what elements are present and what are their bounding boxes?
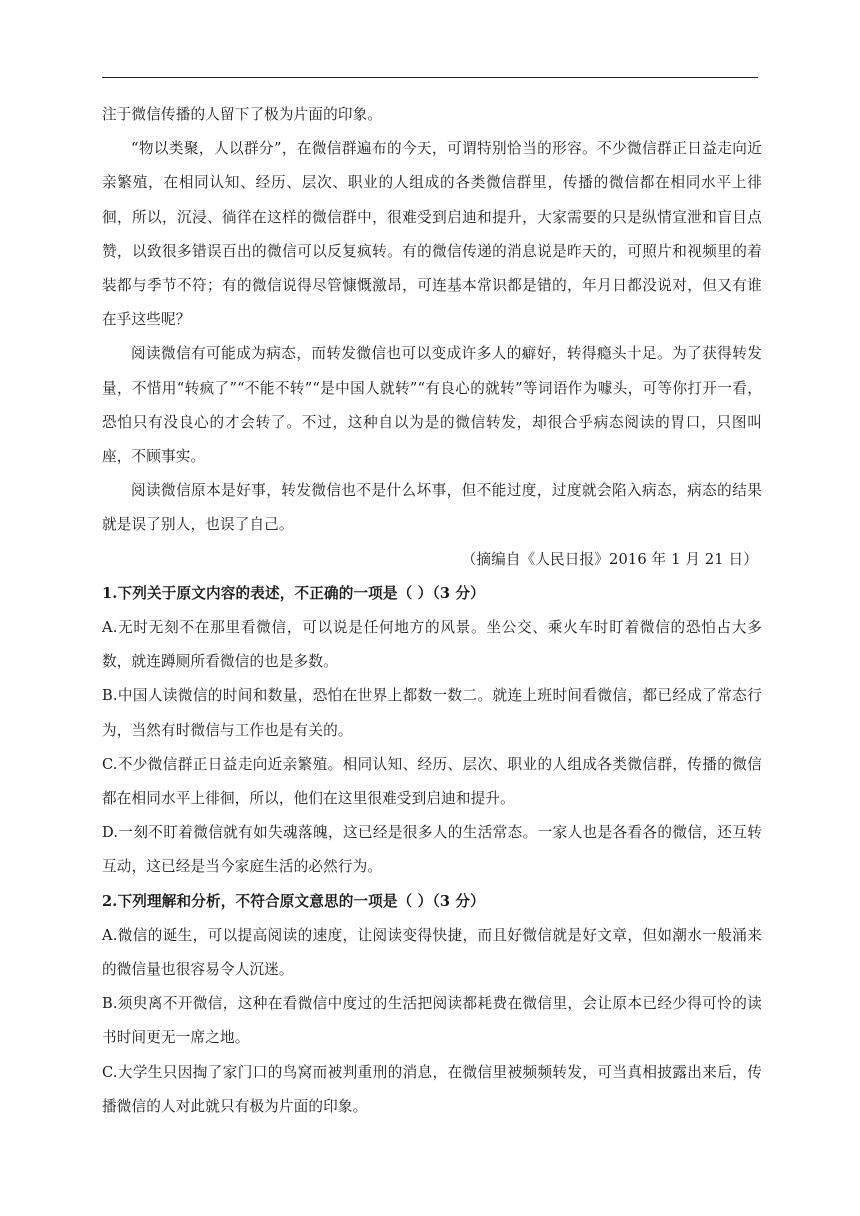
passage-source: （摘编自《人民日报》2016 年 1 月 21 日） [461, 550, 758, 568]
question-stem: 1.下列关于原文内容的表述，不正确的一项是（ ）（3 分） [102, 584, 485, 602]
answer-option: B.须臾离不开微信，这种在看微信中度过的生活把阅读都耗费在微信里，会让原本已经少得可怜的读书时间更无一席之地。 [102, 995, 762, 1047]
answer-option: B.中国人读微信的时间和数量，恐怕在世界上都数一数二。就连上班时间看微信，都已经成了常态行为，当然有时微信与工作也是有关的。 [102, 687, 762, 739]
passage-continuation: 注于微信传播的人留下了极为片面的印象。 [102, 106, 383, 123]
question-stem: 2.下列理解和分析，不符合原文意思的一项是（ ）（3 分） [102, 892, 485, 910]
answer-option: C.大学生只因掏了家门口的鸟窝而被判重刑的消息，在微信里被频频转发，可当真相披露出来后，传播微信的人对此就只有极为片面的印象。 [102, 1063, 762, 1115]
passage-paragraph: 阅读微信原本是好事，转发微信也不是什么坏事，但不能过度，过度就会陷入病态，病态的结果就是误了别人，也误了自己。 [102, 482, 762, 534]
answer-option: D.一刻不盯着微信就有如失魂落魄，这已经是很多人的生活常态。一家人也是各看各的微信，还互转互动，这已经是当今家庭生活的必然行为。 [102, 824, 762, 876]
answer-option: C.不少微信群正日益走向近亲繁殖。相同认知、经历、层次、职业的人组成各类微信群，传播的微信都在相同水平上徘徊，所以，他们在这里很难受到启迪和提升。 [102, 755, 762, 808]
answer-option: A.微信的诞生，可以提高阅读的速度，让阅读变得快捷，而且好微信就是好文章，但如潮水一般涌来的微信量也很容易令人沉迷。 [102, 926, 762, 979]
passage-paragraph: 阅读微信有可能成为病态，而转发微信也可以变成许多人的癖好，转得瘾头十足。为了获得转发量，不惜用“转疯了”“不能不转”“是中国人就转”“有良心的就转”等词语作为噱头，可等你打开一看，恐怕只有没良心的才会转了。不过，这种自以为是的微信转发，却很合乎病态阅读的胃口，只图叫座，不顾事实。 [102, 345, 762, 466]
passage-paragraph: “物以类聚，人以群分”，在微信群遍布的今天，可谓特别恰当的形容。不少微信群正日益走向近亲繁殖，在相同认知、经历、层次、职业的人组成的各类微信群里，传播的微信都在相同水平上徘徊，所以，沉浸、徜徉在这样的微信群中，很难受到启迪和提升，大家需要的只是纵情宣泄和盲目点赞，以致很多错误百出的微信可以反复疯转。有的微信传递的消息说是昨天的，可照片和视频里的着装都与季节不符；有的微信说得尽管慷慨激昂，可连基本常识都是错的，年月日都没说对，但又有谁在乎这些呢？ [102, 140, 762, 329]
document-body [102, 98, 762, 1124]
answer-option: A.无时无刻不在那里看微信，可以说是任何地方的风景。坐公交、乘火车时盯着微信的恐怕占大多数，就连蹲厕所看微信的也是多数。 [102, 619, 762, 671]
header-rule [102, 77, 758, 78]
